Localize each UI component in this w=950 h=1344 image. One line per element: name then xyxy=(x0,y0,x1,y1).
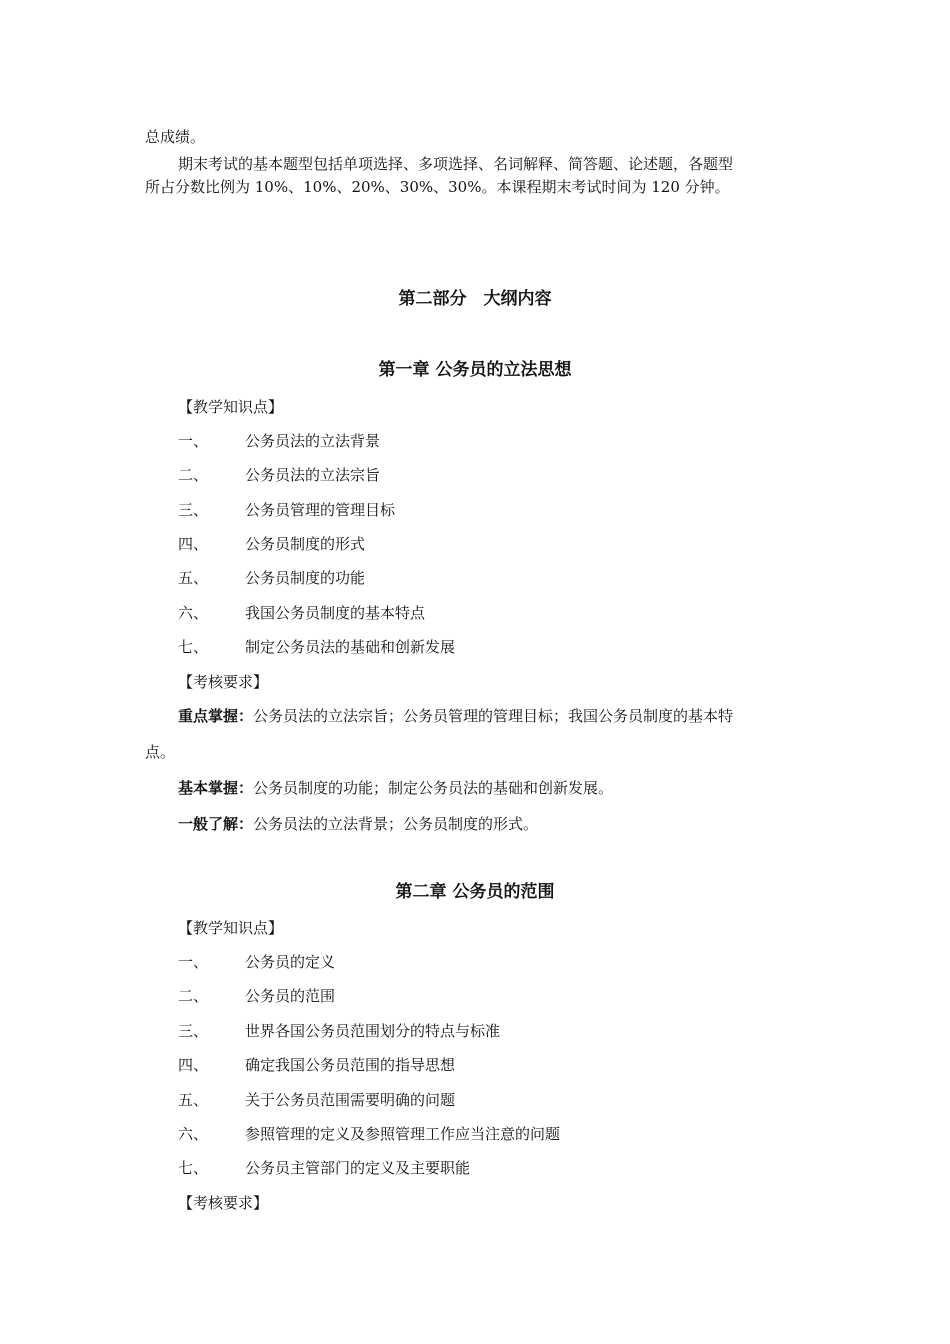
chapter1-item-text: 公务员管理的管理目标 xyxy=(245,501,396,519)
chapter2-item-text: 公务员的范围 xyxy=(245,987,336,1005)
chapter1-item-text: 公务员法的立法背景 xyxy=(245,432,381,450)
chapter1-item-num: 一、 xyxy=(178,432,209,450)
general-label: 一般了解： xyxy=(178,815,254,833)
chapter2-title: 第二章 公务员的范围 xyxy=(395,882,555,902)
chapter1-item-num: 六、 xyxy=(178,604,209,622)
chapter2-item-num: 二、 xyxy=(178,987,209,1005)
general-text: 公务员法的立法背景；公务员制度的形式。 xyxy=(253,815,539,833)
chapter2-item-text: 参照管理的定义及参照管理工作应当注意的问题 xyxy=(245,1125,561,1143)
chapter2-item-num: 三、 xyxy=(178,1022,209,1040)
chapter2-item-num: 七、 xyxy=(178,1159,209,1177)
key-text: 公务员法的立法宗旨；公务员管理的管理目标；我国公务员制度的基本特 xyxy=(253,707,734,725)
chapter1-item-text: 公务员法的立法宗旨 xyxy=(245,466,381,484)
chapter1-general-points xyxy=(178,814,538,834)
chapter1-knowledge-label: 【教学知识点】 xyxy=(178,398,284,416)
chapter1-item-num: 四、 xyxy=(178,535,209,553)
chapter2-item-num: 四、 xyxy=(178,1056,209,1074)
chapter2-item-text: 公务员的定义 xyxy=(245,953,336,971)
chapter2-item-num: 五、 xyxy=(178,1091,209,1109)
chapter2-item-text: 确定我国公务员范围的指导思想 xyxy=(245,1056,456,1074)
chapter1-requirements-label: 【考核要求】 xyxy=(178,673,269,691)
basic-text: 公务员制度的功能；制定公务员法的基础和创新发展。 xyxy=(253,779,614,797)
chapter1-item-text: 公务员制度的形式 xyxy=(245,535,366,553)
chapter1-item-text: 制定公务员法的基础和创新发展 xyxy=(245,638,456,656)
part-title: 第二部分 大纲内容 xyxy=(398,289,552,309)
basic-label: 基本掌握： xyxy=(178,779,254,797)
chapter1-key-points xyxy=(178,706,733,726)
chapter1-title: 第一章 公务员的立法思想 xyxy=(378,360,572,380)
chapter1-item-text: 我国公务员制度的基本特点 xyxy=(245,604,426,622)
intro-line-1: 总成绩。 xyxy=(145,128,206,146)
key-label: 重点掌握： xyxy=(178,707,254,725)
chapter2-requirements-label: 【考核要求】 xyxy=(178,1194,269,1212)
chapter1-item-num: 七、 xyxy=(178,638,209,656)
intro-line-3: 所占分数比例为 10%、10%、20%、30%、30%。本课程期末考试时间为 120 分钟。 xyxy=(145,178,730,196)
chapter1-item-text: 公务员制度的功能 xyxy=(245,569,366,587)
chapter1-item-num: 五、 xyxy=(178,569,209,587)
chapter2-knowledge-label: 【教学知识点】 xyxy=(178,919,284,937)
chapter2-item-num: 一、 xyxy=(178,953,209,971)
chapter1-key-points-cont: 点。 xyxy=(145,743,176,761)
chapter2-item-num: 六、 xyxy=(178,1125,209,1143)
chapter1-basic-points xyxy=(178,778,613,798)
chapter2-item-text: 公务员主管部门的定义及主要职能 xyxy=(245,1159,471,1177)
chapter2-item-text: 关于公务员范围需要明确的问题 xyxy=(245,1091,456,1109)
chapter2-item-text: 世界各国公务员范围划分的特点与标准 xyxy=(245,1022,501,1040)
chapter1-item-num: 二、 xyxy=(178,466,209,484)
intro-line-2: 期末考试的基本题型包括单项选择、多项选择、名词解释、简答题、论述题，各题型 xyxy=(178,155,734,173)
chapter1-item-num: 三、 xyxy=(178,501,209,519)
